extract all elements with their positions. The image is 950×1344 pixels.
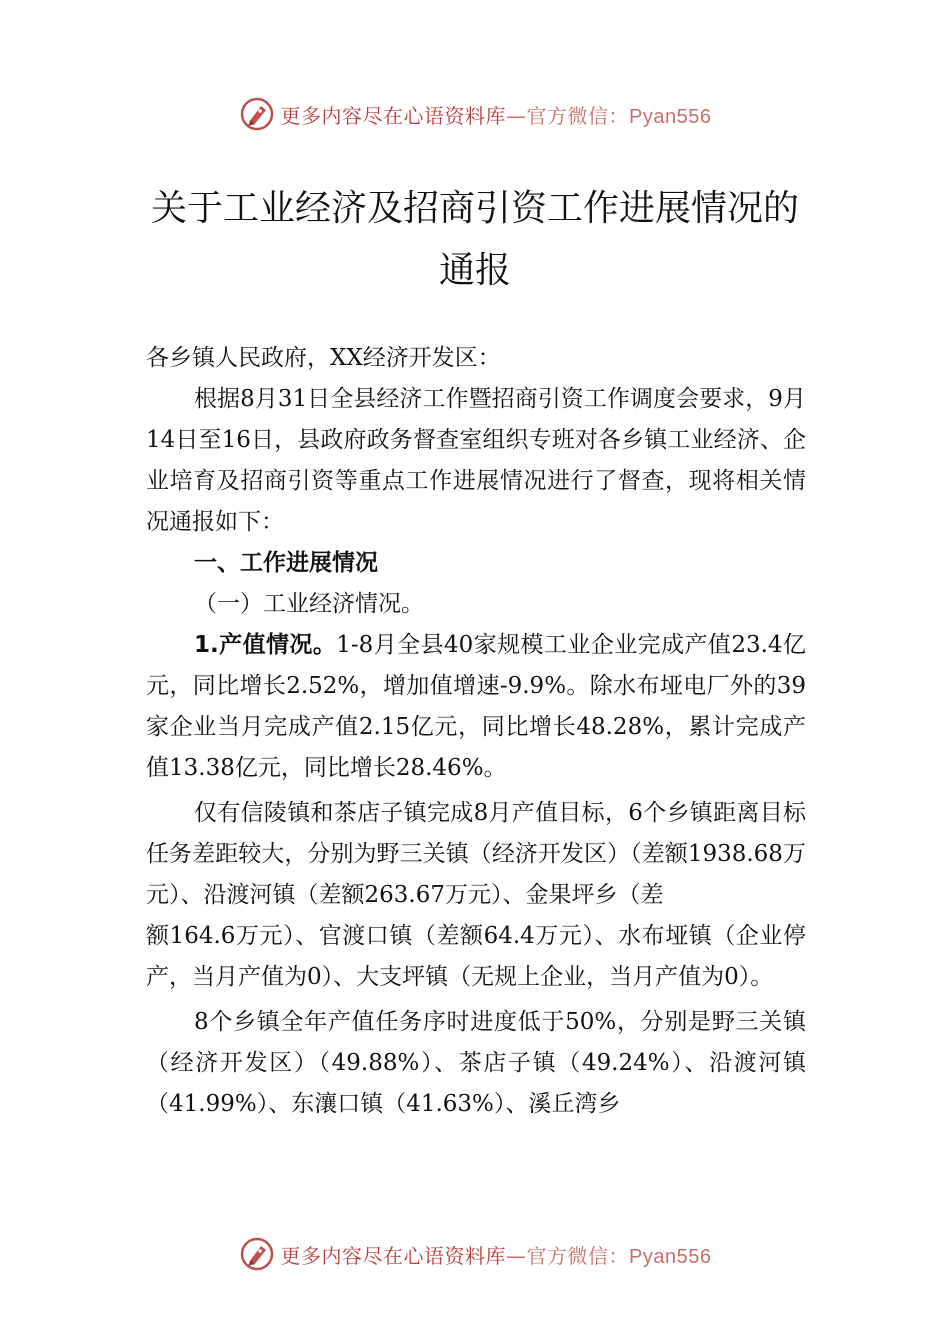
watermark-official: 官方微信：	[526, 103, 630, 128]
target-gap-paragraph-a: 仅有信陵镇和茶店子镇完成8月产值目标，6个乡镇距离目标任务差距较大，分别为野三关镇（经济开发区）（差额1938.68万元）、沿渡河镇（差额263.67万元）、金果坪乡（差	[146, 800, 806, 908]
output-text: 1-8月全县40家规模工业企业完成产值23.4亿元，同比增长2.52%，增加值增速-9.9%。除水布垭电厂外的39家企业当月完成产值2.15亿元，同比增长48.28%，累计完成产值13.38亿元，同比增长28.46%。	[146, 632, 806, 781]
title-line-1: 关于工业经济及招商引资工作进展情况的	[150, 188, 799, 229]
annual-progress-paragraph: 8个乡镇全年产值任务序时进度低于50%，分别是野三关镇（经济开发区）（49.88%）、茶店子镇（49.24%）、沿渡河镇（41.99%）、东瀼口镇（41.63%）、溪丘湾乡	[146, 1009, 806, 1117]
target-gap-paragraph-b: 额164.6万元）、官渡口镇（差额64.4万元）、水布垭镇（企业停产，当月产值为0）、大支坪镇（无规上企业，当月产值为0）。	[146, 923, 806, 990]
watermark-separator: —	[506, 103, 527, 128]
watermark-main: 更多内容尽在心语资料库	[280, 103, 507, 128]
salutation: 各乡镇人民政府，XX经济开发区：	[146, 345, 501, 371]
footer-watermark-banner	[0, 1232, 950, 1276]
section-heading: 一、工作进展情况	[194, 550, 378, 576]
subsection-heading: （一）工业经济情况。	[194, 591, 424, 617]
pen-nib-logo-icon	[239, 96, 275, 132]
watermark-text	[281, 100, 712, 129]
pen-nib-logo-icon	[239, 1236, 275, 1272]
watermark-separator: —	[506, 1243, 527, 1268]
output-paragraph	[146, 625, 806, 789]
watermark-account: Pyan556	[629, 1245, 712, 1268]
watermark-account: Pyan556	[629, 105, 712, 128]
watermark-official: 官方微信：	[526, 1243, 630, 1268]
output-lead: 1.产值情况。	[194, 632, 337, 658]
intro-paragraph: 根据8月31日全县经济工作暨招商引资工作调度会要求，9月14日至16日，县政府政务督查室组织专班对各乡镇工业经济、企业培育及招商引资等重点工作进展情况进行了督查，现将相关情况通报如下：	[146, 386, 806, 535]
watermark-main: 更多内容尽在心语资料库	[280, 1243, 507, 1268]
header-watermark-banner	[0, 92, 950, 136]
document-title	[0, 178, 950, 302]
title-line-2: 通报	[438, 250, 511, 291]
document-body	[146, 338, 806, 1125]
watermark-text	[281, 1240, 712, 1269]
